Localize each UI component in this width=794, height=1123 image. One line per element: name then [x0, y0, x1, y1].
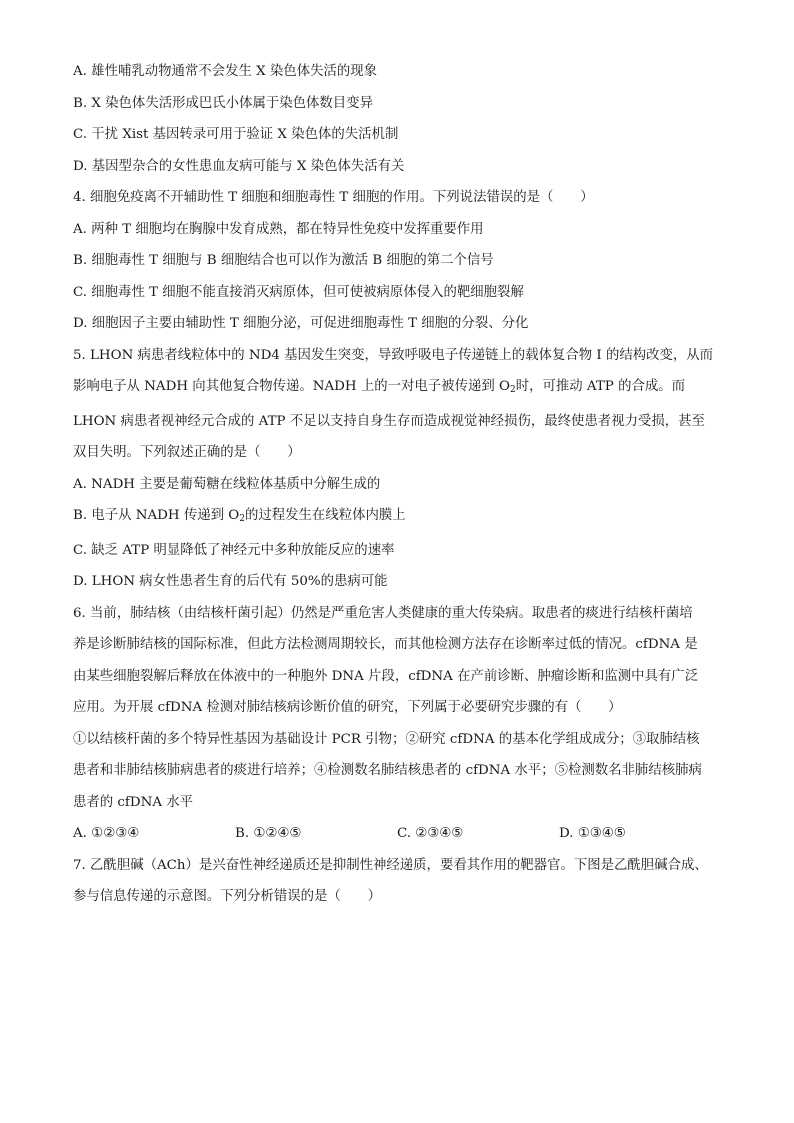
q5-option-d: D. LHON 病女性患者生育的后代有 50%的患病可能 — [73, 574, 388, 589]
q5-option-b-part-2: 的过程发生在线粒体内膜上 — [244, 508, 406, 523]
q5-option-b-part-1: B. 电子从 NADH 传递到 O — [73, 508, 240, 523]
q5-stem-line-1: 5. LHON 病患者线粒体中的 ND4 基因发生突变，导致呼吸电子传递链上的载体复合物 I 的结构改变，从而 — [73, 347, 714, 363]
q7-stem-line-2: 参与信息传递的示意图。下列分析错误的是（ ） — [73, 889, 381, 904]
q4-option-c: C. 细胞毒性 T 细胞不能直接消灭病原体，但可使被病原体侵入的靶细胞裂解 — [73, 284, 524, 300]
q7-stem-line-1: 7. 乙酰胆碱（ACh）是兴奋性神经递质还是抑制性神经递质，要看其作用的靶器官。下图是乙酰胆碱合成、 — [73, 857, 708, 873]
q3-option-c: C. 干扰 Xist 基因转录可用于验证 X 染色体的失活机制 — [73, 127, 399, 142]
question-7 — [73, 856, 728, 908]
q3-option-b: B. X 染色体失活形成巴氏小体属于染色体数目变异 — [73, 95, 373, 111]
q5-option-a: A. NADH 主要是葡萄糖在线粒体基质中分解生成的 — [73, 476, 381, 492]
q5-option-c: C. 缺乏 ATP 明显降低了神经元中多种放能反应的速率 — [73, 542, 395, 558]
q5-stem-line-2b: 时，可推动 ATP 的合成。而 — [515, 379, 686, 394]
question-4 — [73, 188, 728, 334]
q6-stem-line-5: ①以结核杆菌的多个特异性基因为基础设计 PCR 引物；②研究 cfDNA 的基本化学组成成分；③取肺结核 — [73, 731, 700, 747]
q6-option-b: B. ①②④⑤ — [235, 826, 302, 841]
q5-stem-line-3: LHON 病患者视神经元合成的 ATP 不足以支持自身生存而造成视觉神经损伤，最终使患者视力受损，甚至 — [73, 413, 705, 429]
q5-stem-line-2 — [73, 377, 728, 400]
question-6 — [73, 604, 728, 845]
q6-stem-line-7: 患者的 cfDNA 水平 — [73, 794, 194, 810]
q3-option-a: A. 雄性哺乳动物通常不会发生 X 染色体失活的现象 — [73, 64, 378, 79]
page-content — [73, 62, 728, 919]
q6-stem-line-4: 应用。为开展 cfDNA 检测对肺结核病诊断价值的研究，下列属于必要研究步骤的有（ ） — [73, 700, 622, 715]
q6-option-d: D. ①③④⑤ — [559, 826, 626, 841]
q4-option-d: D. 细胞因子主要由辅助性 T 细胞分泌，可促进细胞毒性 T 细胞的分裂、分化 — [73, 316, 529, 331]
q5-option-b — [73, 506, 728, 529]
q5-stem-line-4: 双目失明。下列叙述正确的是（ ） — [73, 445, 301, 460]
question-5 — [73, 346, 728, 593]
q4-option-b: B. 细胞毒性 T 细胞与 B 细胞结合也可以作为激活 B 细胞的第二个信号 — [73, 253, 494, 268]
q6-stem-line-1: 6. 当前，肺结核（由结核杆菌引起）仍然是严重危害人类健康的重大传染病。取患者的痰进行结核杆菌培 — [73, 605, 693, 621]
q6-options-row — [73, 824, 728, 844]
q6-stem-line-3: 由某些细胞裂解后释放在体液中的一种胞外 DNA 片段，cfDNA 在产前诊断、肿瘤诊断和监测中具有广泛 — [73, 668, 699, 684]
q6-stem-line-2: 养是诊断肺结核的国际标准，但此方法检测周期较长，而其他检测方法存在诊断率过低的情况。cfDNA 是 — [73, 637, 698, 652]
q6-stem-line-6: 患者和非肺结核肺病患者的痰进行培养；④检测数名肺结核患者的 cfDNA 水平；⑤检测数名非肺结核肺病 — [73, 763, 702, 778]
q6-option-a: A. ①②③④ — [73, 826, 140, 841]
q6-option-c: C. ②③④⑤ — [397, 826, 464, 841]
q3-option-d: D. 基因型杂合的女性患血友病可能与 X 染色体失活有关 — [73, 158, 405, 174]
q4-stem: 4. 细胞免疫离不开辅助性 T 细胞和细胞毒性 T 细胞的作用。下列说法错误的是（ ） — [73, 190, 594, 205]
question-3-options — [73, 62, 728, 177]
o2-subscript: 2 — [239, 514, 245, 524]
q5-stem-line-2a: 影响电子从 NADH 向其他复合物传递。NADH 上的一对电子被传递到 O — [73, 379, 510, 394]
q4-option-a: A. 两种 T 细胞均在胸腺中发育成熟，都在特异性免疫中发挥重要作用 — [73, 221, 484, 237]
o2-subscript: 2 — [509, 385, 516, 395]
